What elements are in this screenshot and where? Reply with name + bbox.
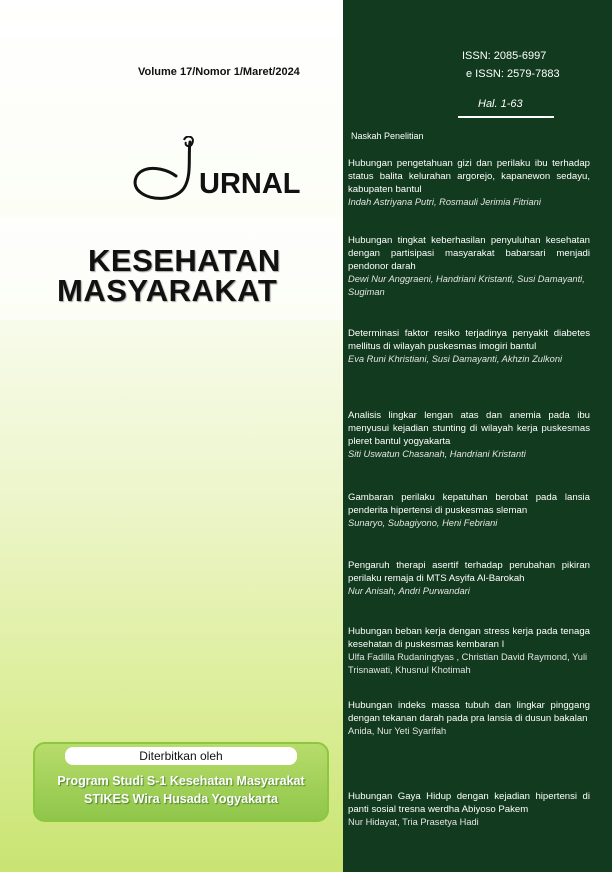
journal-title-line1: KESEHATAN <box>88 243 281 278</box>
article-title: Analisis lingkar lengan atas dan anemia pada ibu menyusui kejadian stunting di wilayah kerja puskesmas pleret bantul yogyakarta <box>348 410 590 447</box>
article-authors: Siti Uswatun Chasanah, Handriani Kristanti <box>348 449 526 459</box>
article-title: Hubungan pengetahuan gizi dan perilaku ibu terhadap status balita kelurahan argorejo, kapanewon sedayu, kabupaten bantul <box>348 158 590 195</box>
issn-block <box>462 47 560 83</box>
article-title: Hubungan Gaya Hidup dengan kejadian hipertensi di panti sosial tresna werdha Abiyoso Pakem <box>348 791 590 815</box>
article-authors: Dewi Nur Anggraeni, Handriani Kristanti, Susi Damayanti, Sugiman <box>348 274 585 297</box>
publisher-label: Diterbitkan oleh <box>65 747 297 765</box>
publisher-program: Program Studi S-1 Kesehatan Masyarakat <box>57 774 305 788</box>
list-item <box>348 625 590 677</box>
journal-logo-j-icon <box>130 136 202 208</box>
list-item <box>348 699 590 738</box>
list-item <box>348 327 590 366</box>
list-item <box>348 157 590 209</box>
article-authors: Anida, Nur Yeti Syarifah <box>348 726 447 736</box>
article-authors: Nur Hidayat, Tria Prasetya Hadi <box>348 817 479 827</box>
article-title: Hubungan tingkat keberhasilan penyuluhan kesehatan dengan partisipasi masyarakat babarsari menjadi pendonor darah <box>348 235 590 272</box>
section-label: Naskah Penelitian <box>351 131 424 141</box>
list-item <box>348 559 590 598</box>
article-title: Gambaran perilaku kepatuhan berobat pada lansia penderita hipertensi di puskesmas sleman <box>348 492 590 516</box>
header-divider <box>458 116 554 118</box>
article-authors: Sunaryo, Subagiyono, Heni Febriani <box>348 518 498 528</box>
publisher-institution: STIKES Wira Husada Yogyakarta <box>84 792 278 806</box>
page-range: Hal. 1-63 <box>478 98 523 110</box>
article-authors: Nur Anisah, Andri Purwandari <box>348 586 470 596</box>
list-item <box>348 491 590 530</box>
journal-logo-text: URNAL <box>199 168 301 200</box>
list-item <box>348 234 590 299</box>
publisher-box <box>33 742 329 822</box>
volume-info: Volume 17/Nomor 1/Maret/2024 <box>138 66 300 78</box>
eissn: e ISSN: 2579-7883 <box>466 68 560 80</box>
list-item <box>348 790 590 829</box>
article-authors: Indah Astriyana Putri, Rosmauli Jerimia Fitriani <box>348 197 541 207</box>
issn: ISSN: 2085-6997 <box>462 50 547 62</box>
article-title: Hubungan beban kerja dengan stress kerja pada tenaga kesehatan di puskesmas kembaran I <box>348 626 590 650</box>
article-title: Pengaruh therapi asertif terhadap perubahan pikiran perilaku remaja di MTS Asyifa Al-Barokah <box>348 560 590 584</box>
article-title: Hubungan indeks massa tubuh dan lingkar pinggang dengan tekanan darah pada pra lansia di dusun bakalan <box>348 700 590 724</box>
journal-title-line2: MASYARAKAT <box>57 273 278 308</box>
article-authors: Eva Runi Khristiani, Susi Damayanti, Akhzin Zulkoni <box>348 354 563 364</box>
list-item <box>348 409 590 461</box>
article-title: Determinasi faktor resiko terjadinya penyakit diabetes mellitus di wilayah puskesmas imogiri bantul <box>348 328 590 352</box>
article-authors: Ulfa Fadilla Rudaningtyas , Christian David Raymond, Yuli Trisnawati, Khusnul Khotimah <box>348 652 588 675</box>
